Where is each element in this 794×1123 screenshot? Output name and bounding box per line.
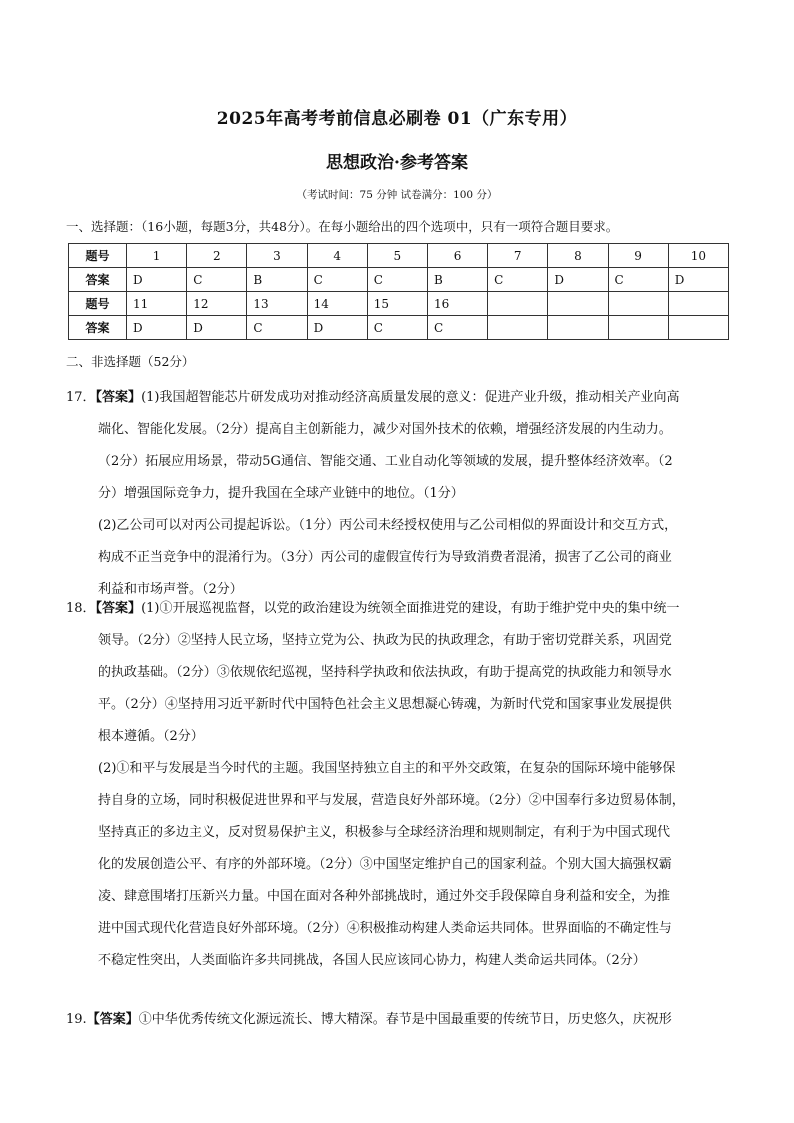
question-number: 5: [367, 244, 427, 268]
answer-cell: C: [488, 268, 548, 292]
answer-cell: B: [247, 268, 307, 292]
answer-line: 的执政基础。（2分）③依规依纪巡视，坚持科学执政和依法执政，有助于提高党的执政能力和领导水: [98, 665, 672, 680]
question-number: 2: [187, 244, 247, 268]
answer-cell: D: [127, 268, 187, 292]
question-number: 12: [187, 292, 247, 316]
answer-line: 坚持真正的多边主义，反对贸易保护主义，积极参与全球经济治理和规则制定，有利于为中国式现代: [98, 825, 671, 840]
question-label: 19.: [66, 1012, 87, 1027]
answer-line: 持自身的立场，同时积极促进世界和平与发展，营造良好外部环境。（2分）②中国奉行多边贸易体制，: [98, 793, 685, 808]
question-number: 10: [668, 244, 728, 268]
answer-line: 不稳定性突出，人类面临许多共同挑战，各国人民应该同心协力，构建人类命运共同体。（2分）: [98, 953, 646, 968]
answer-cell: C: [307, 268, 367, 292]
answer-line: 利益和市场声誉。（2分）: [98, 582, 243, 597]
answer-line: 构成不正当竞争中的混淆行为。（3分）丙公司的虚假宣传行为导致消费者混淆，损害了乙公司的商业: [98, 550, 672, 565]
answer-cell: [548, 316, 608, 340]
answer-line: [66, 382, 730, 414]
table-row: [69, 268, 729, 292]
answer-cell: D: [307, 316, 367, 340]
answer-cell: C: [187, 268, 247, 292]
page-title: 2025年高考考前信息必刷卷 01（广东专用）: [216, 109, 578, 129]
exam-note: （考试时间：75 分钟 试卷满分：100 分）: [296, 189, 498, 201]
answer-line: 凌、肆意围堵打压新兴力量。中国在面对各种外部挑战时，通过外交手段保障自身利益和安全，为推: [98, 889, 671, 904]
question-number: 4: [307, 244, 367, 268]
table-row: [69, 316, 729, 340]
answer-tag: 【答案】: [86, 1012, 139, 1027]
section-choice-heading: 一、选择题：（16小题，每题3分，共48分）。在每小题给出的四个选项中，只有一项符合题目要求。: [66, 219, 619, 234]
answer-cell: C: [247, 316, 307, 340]
answer-cell: [488, 316, 548, 340]
answer-line: 分）增强国际竞争力，提升我国在全球产业链中的地位。（1分）: [98, 486, 464, 501]
question-number: 7: [488, 244, 548, 268]
answer-text: (1)①开展巡视监督，以党的政治建设为统领全面推进党的建设，有助于维护党中央的集中统一: [141, 601, 680, 616]
answer-line: 进中国式现代化营造良好外部环境。（2分）④积极推动构建人类命运共同体。世界面临的不确定性与: [98, 921, 672, 936]
question-number: 15: [367, 292, 427, 316]
row-label-question: 题号: [69, 292, 127, 316]
answer-line: [66, 593, 730, 625]
question-number: 6: [427, 244, 487, 268]
question-number: 14: [307, 292, 367, 316]
answer-cell: B: [427, 268, 487, 292]
question-number: 13: [247, 292, 307, 316]
question-number: [668, 292, 728, 316]
question-number: 11: [127, 292, 187, 316]
row-label-answer: 答案: [69, 316, 127, 340]
answer-line: 根本遵循。（2分）: [98, 729, 204, 744]
answer-tag: 【答案】: [95, 601, 142, 616]
question-number: [488, 292, 548, 316]
answer-line: (2)乙公司可以对丙公司提起诉讼。（1分）丙公司未经授权使用与乙公司相似的界面设计和交互方式，: [98, 518, 678, 533]
question-number: [608, 292, 668, 316]
answer-cell: [668, 316, 728, 340]
answer-line: (2)①和平与发展是当今时代的主题。我国坚持独立自主的和平外交政策，在复杂的国际环境中能够保: [98, 761, 676, 776]
answer-cell: C: [367, 268, 427, 292]
answer-line: [66, 1004, 730, 1036]
answer-tag: 【答案】: [95, 390, 142, 405]
table-row: [69, 292, 729, 316]
answer-text: (1)我国超智能芯片研发成功对推动经济高质量发展的意义：促进产业升级，推动相关产业向高: [141, 390, 680, 405]
section-nonchoice-heading: 二、非选择题（52分）: [66, 354, 195, 369]
answer-cell: D: [187, 316, 247, 340]
question-label: 18．: [66, 601, 96, 616]
question-number: 16: [427, 292, 487, 316]
choice-answer-table: [68, 243, 729, 340]
question-number: 9: [608, 244, 668, 268]
answer-cell: D: [127, 316, 187, 340]
answer-block-19: [66, 1004, 730, 1036]
answer-block-17: [66, 382, 730, 606]
answer-cell: D: [668, 268, 728, 292]
page-subtitle: 思想政治·参考答案: [326, 153, 468, 173]
question-label: 17．: [66, 390, 96, 405]
row-label-answer: 答案: [69, 268, 127, 292]
answer-line: 领导。（2分）②坚持人民立场，坚持立党为公、执政为民的执政理念，有助于密切党群关系，巩固党: [98, 633, 672, 648]
answer-cell: C: [608, 268, 668, 292]
answer-cell: [608, 316, 668, 340]
answer-text: ①中华优秀传统文化源远流长、博大精深。春节是中国最重要的传统节日，历史悠久，庆祝形: [138, 1012, 672, 1027]
answer-cell: D: [548, 268, 608, 292]
answer-line: （2分）拓展应用场景，带动5G通信、智能交通、工业自动化等领域的发展，提升整体经济效率。（2: [98, 454, 673, 469]
answer-block-18: [66, 593, 730, 977]
question-number: [548, 292, 608, 316]
answer-line: 平。（2分）④坚持用习近平新时代中国特色社会主义思想凝心铸魂，为新时代党和国家事业发展提供: [98, 697, 672, 712]
row-label-question: 题号: [69, 244, 127, 268]
question-number: 1: [127, 244, 187, 268]
answer-line: 化的发展创造公平、有序的外部环境。（2分）③中国坚定维护自己的国家利益。个别大国大搞强权霸: [98, 857, 672, 872]
answer-cell: C: [367, 316, 427, 340]
question-number: 8: [548, 244, 608, 268]
question-number: 3: [247, 244, 307, 268]
table-row: [69, 244, 729, 268]
answer-line: 端化、智能化发展。（2分）提高自主创新能力，减少对国外技术的依赖，增强经济发展的内生动力。: [98, 422, 672, 437]
answer-cell: C: [427, 316, 487, 340]
